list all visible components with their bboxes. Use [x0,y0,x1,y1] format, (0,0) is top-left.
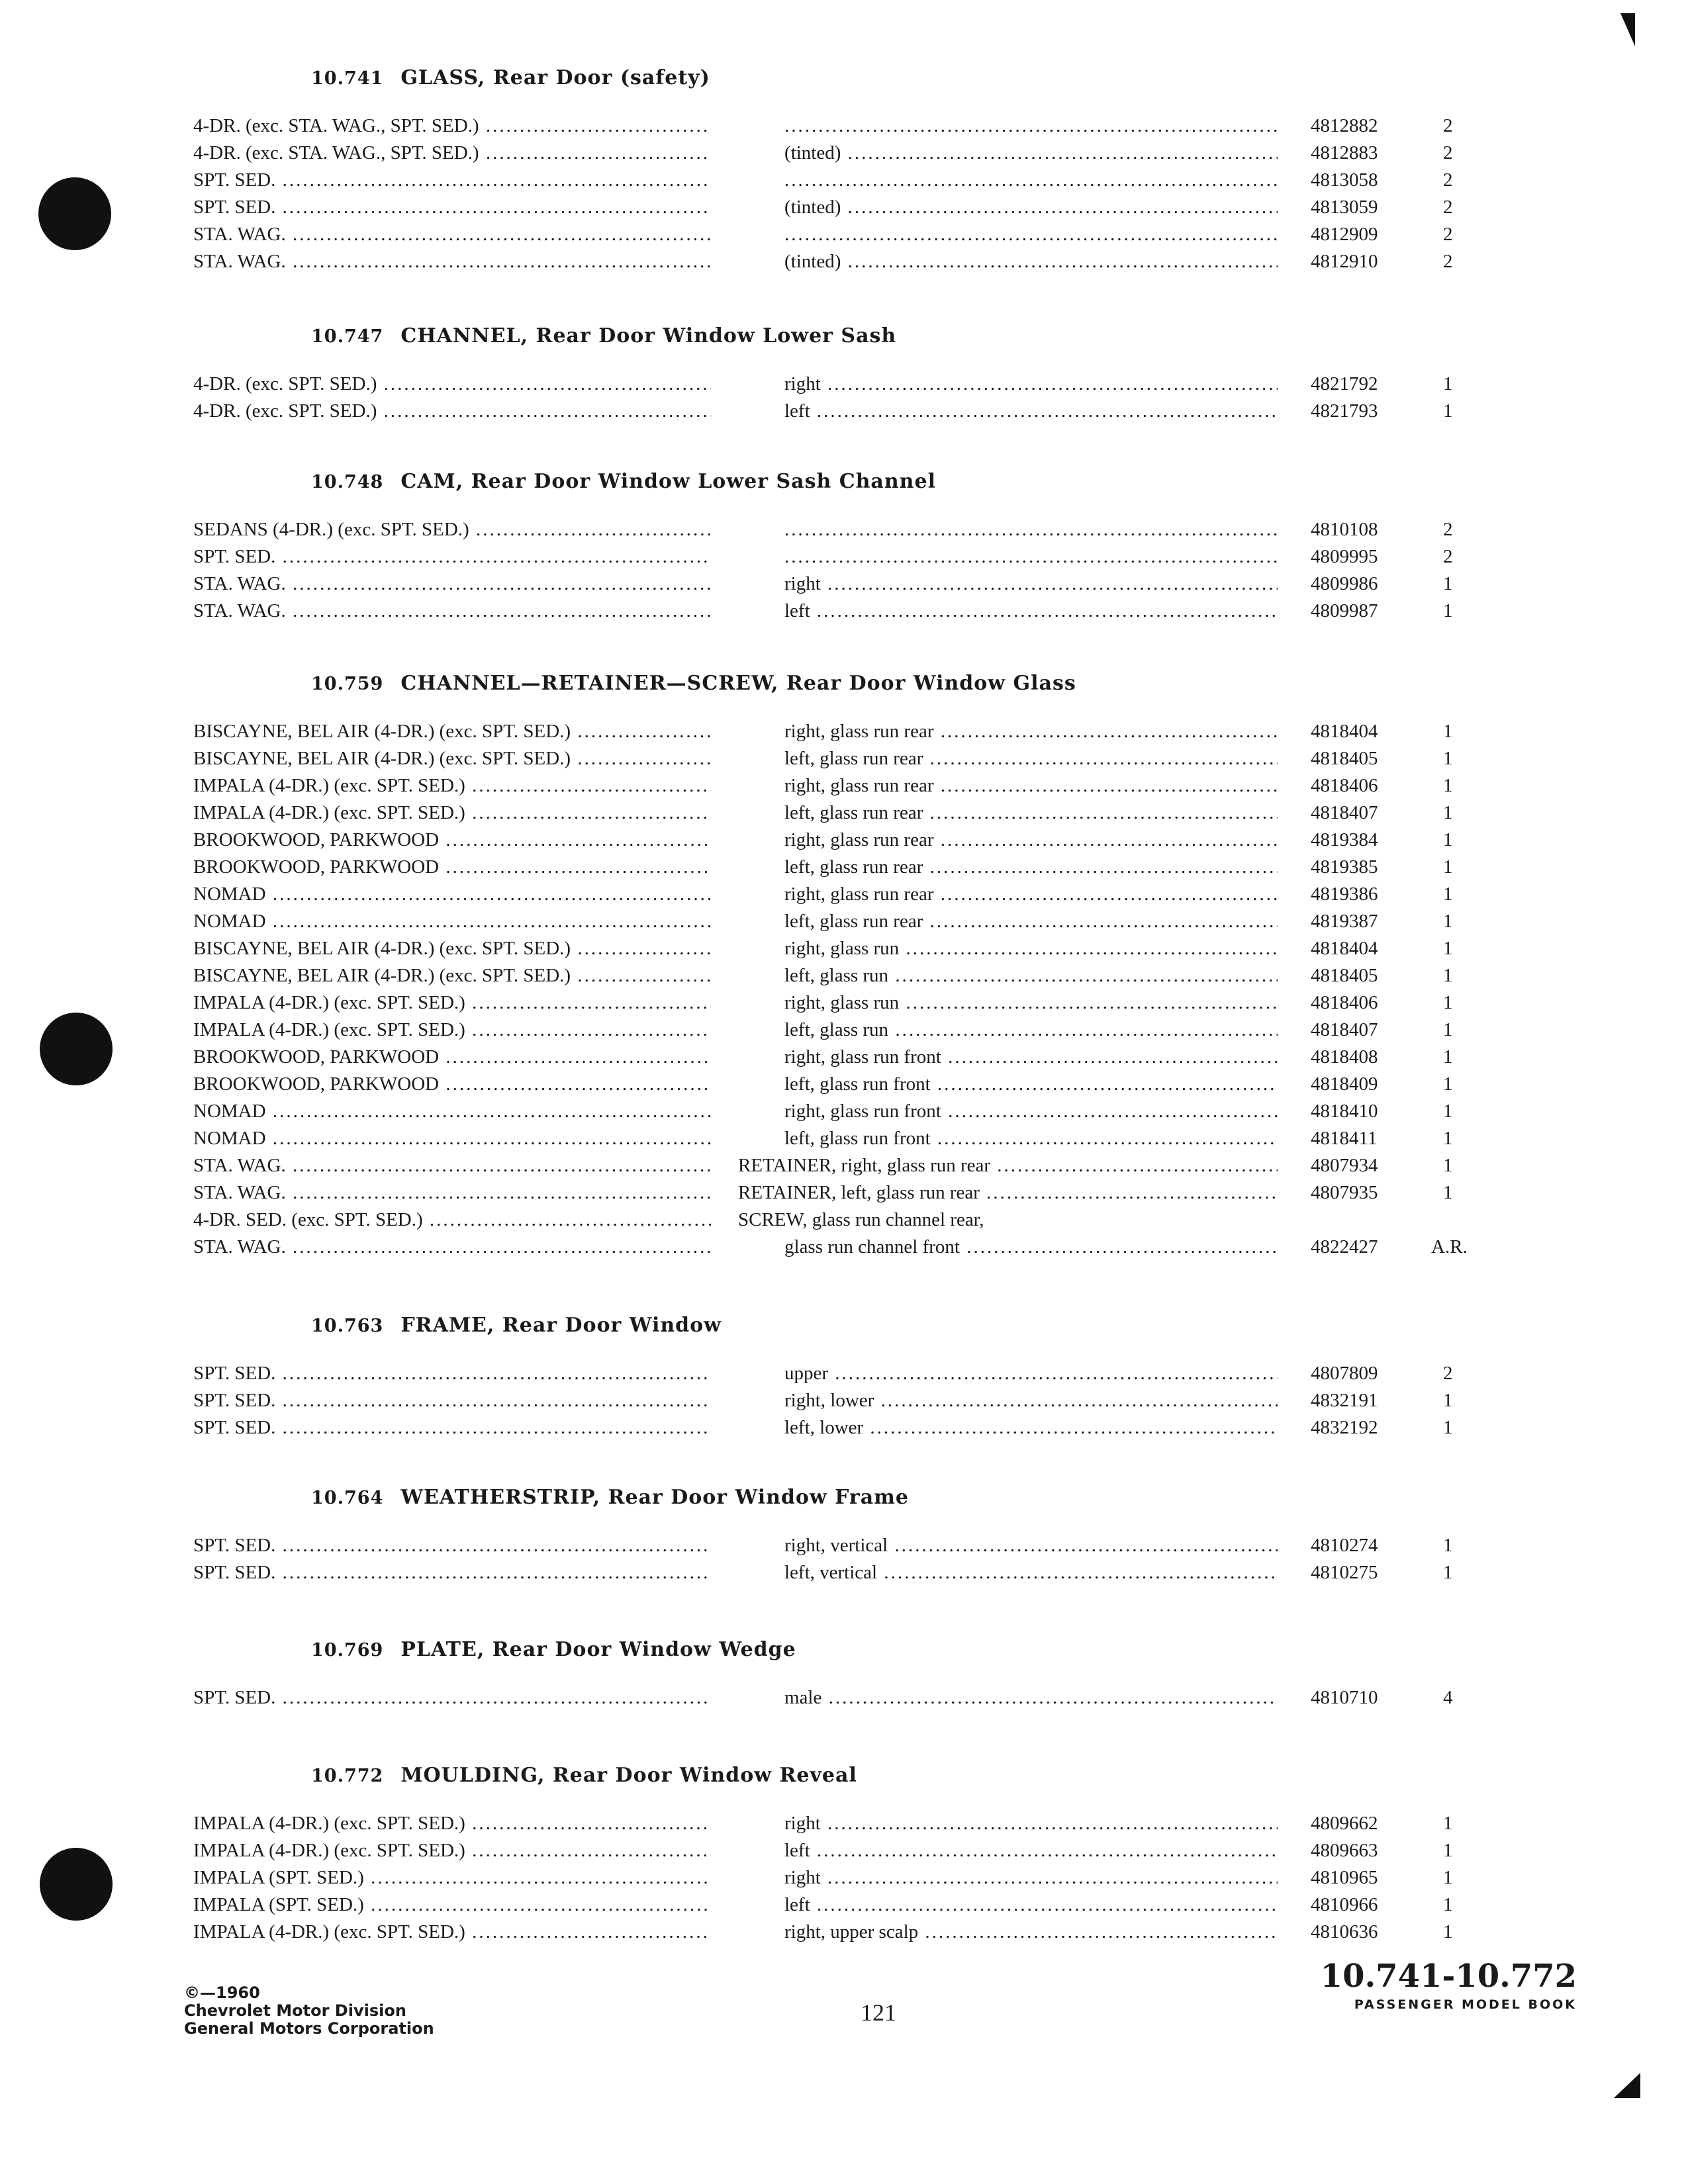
model-cell: SPT. SED. ..... [193,197,711,218]
description-cell: (tinted) ..... [784,197,1278,218]
quantity-cell: 1 [1443,1813,1453,1834]
part-number-cell: 4821792 [1311,373,1378,394]
quantity-cell: 1 [1443,1046,1453,1068]
description-cell: left, glass run rear ..... [784,911,1278,933]
part-number-cell: 4809986 [1311,573,1378,594]
section-number: 10.759 [311,674,384,694]
description-cell: right, glass run rear ..... [784,884,1278,905]
quantity-cell: 1 [1443,965,1453,986]
quantity-cell: 2 [1443,1363,1453,1384]
section-heading: CHANNEL, Rear Door Window Lower Sash [400,324,897,347]
part-number-cell: 4810636 [1311,1921,1378,1942]
section-heading: CAM, Rear Door Window Lower Sash Channel [400,470,936,493]
part-number-cell: 4813059 [1311,197,1378,218]
part-number-cell: 4819386 [1311,884,1378,905]
description-cell: right ..... [784,1867,1278,1889]
model-cell: STA. WAG. ..... [193,573,711,595]
section-heading: MOULDING, Rear Door Window Reveal [400,1764,857,1787]
quantity-cell: 1 [1443,829,1453,850]
section-number: 10.764 [311,1488,384,1508]
part-number-cell: 4810275 [1311,1562,1378,1583]
model-cell: NOMAD ..... [193,911,711,933]
description-cell: right, glass run rear ..... [784,775,1278,797]
description-cell: left, glass run ..... [784,965,1278,987]
model-cell: IMPALA (4-DR.) (exc. SPT. SED.) ..... [193,802,711,824]
model-cell: IMPALA (4-DR.) (exc. SPT. SED.) ..... [193,775,711,797]
part-number-cell: 4807809 [1311,1363,1378,1384]
description-cell: left, glass run front ..... [784,1073,1278,1095]
quantity-cell: 1 [1443,1921,1453,1942]
part-number-cell: 4818405 [1311,748,1378,769]
part-number-cell: 4832191 [1311,1390,1378,1411]
part-number-cell: 4818407 [1311,802,1378,823]
model-cell: BISCAYNE, BEL AIR (4-DR.) (exc. SPT. SED.) ..... [193,938,711,960]
model-cell: STA. WAG. ..... [193,1182,711,1204]
binder-hole-bottom [40,1848,113,1921]
binder-hole-top [38,177,111,250]
quantity-cell: 1 [1443,1562,1453,1583]
part-number-cell: 4832192 [1311,1417,1378,1438]
part-number-cell: 4809995 [1311,546,1378,567]
section-number: 10.747 [311,326,384,347]
quantity-cell: 1 [1443,373,1453,394]
description-cell: glass run channel front ..... [784,1236,1278,1258]
description-cell: RETAINER, left, glass run rear ..... [738,1182,1278,1204]
description-cell: right, glass run ..... [784,938,1278,960]
quantity-cell: 1 [1443,600,1453,621]
section-title [311,470,936,493]
description-cell [784,115,1278,137]
quantity-cell: 1 [1443,1182,1453,1203]
quantity-cell: 1 [1443,1128,1453,1149]
quantity-cell: 2 [1443,519,1453,540]
section-number: 10.763 [311,1316,384,1336]
part-number-cell: 4818410 [1311,1101,1378,1122]
footer-copyright: ©—1960 [184,1983,260,2002]
model-cell: NOMAD ..... [193,1128,711,1150]
model-cell: 4-DR. (exc. STA. WAG., SPT. SED.) ..... [193,115,711,137]
section-heading: WEATHERSTRIP, Rear Door Window Frame [400,1486,910,1509]
footer-range-block [1321,1958,1577,2012]
quantity-cell: 1 [1443,1073,1453,1095]
quantity-cell: 2 [1443,142,1453,163]
part-number-cell: 4810966 [1311,1894,1378,1915]
model-cell: SPT. SED. ..... [193,1562,711,1584]
description-cell: upper ..... [784,1363,1278,1385]
description-cell: left ..... [784,400,1278,422]
part-number-cell: 4809987 [1311,600,1378,621]
footer-corporation: General Motors Corporation [184,2019,434,2038]
footer-range: 10.741-10.772 [1320,1958,1577,1995]
quantity-cell: 1 [1443,1840,1453,1861]
quantity-cell: 1 [1443,1894,1453,1915]
description-cell: left, lower ..... [784,1417,1278,1439]
section-heading: FRAME, Rear Door Window [400,1314,722,1337]
description-cell: SCREW, glass run channel rear, [738,1209,984,1230]
part-number-cell: 4812910 [1311,251,1378,272]
model-cell: BISCAYNE, BEL AIR (4-DR.) (exc. SPT. SED.) ..... [193,721,711,743]
description-cell: left, glass run front ..... [784,1128,1278,1150]
model-cell: NOMAD ..... [193,1101,711,1122]
section-title [311,1486,909,1509]
model-cell: 4-DR. (exc. SPT. SED.) ..... [193,373,711,395]
part-number-cell: 4819385 [1311,856,1378,878]
quantity-cell: A.R. [1431,1236,1468,1257]
model-cell: IMPALA (SPT. SED.) ..... [193,1867,711,1889]
model-cell: IMPALA (4-DR.) (exc. SPT. SED.) ..... [193,992,711,1014]
description-cell: left ..... [784,600,1278,622]
part-number-cell: 4809662 [1311,1813,1378,1834]
section-number: 10.772 [311,1766,384,1786]
description-cell: (tinted) ..... [784,251,1278,273]
corner-mark-top-right [1620,13,1635,46]
section-title [311,1638,796,1661]
quantity-cell: 1 [1443,1101,1453,1122]
quantity-cell: 2 [1443,251,1453,272]
part-number-cell: 4807935 [1311,1182,1378,1203]
part-number-cell: 4818404 [1311,721,1378,742]
footer-division: Chevrolet Motor Division [184,2001,406,2020]
part-number-cell: 4818407 [1311,1019,1378,1040]
part-number-cell: 4819384 [1311,829,1378,850]
section-title [311,672,1076,695]
section-title [311,66,710,89]
section-number: 10.769 [311,1640,384,1661]
section-heading: PLATE, Rear Door Window Wedge [400,1638,796,1661]
model-cell: BISCAYNE, BEL AIR (4-DR.) (exc. SPT. SED.) ..... [193,965,711,987]
quantity-cell: 1 [1443,775,1453,796]
quantity-cell: 1 [1443,856,1453,878]
description-cell: (tinted) ..... [784,142,1278,164]
model-cell: BROOKWOOD, PARKWOOD ..... [193,1073,711,1095]
quantity-cell: 2 [1443,197,1453,218]
part-number-cell: 4818405 [1311,965,1378,986]
description-cell: left, glass run rear ..... [784,802,1278,824]
part-number-cell: 4810965 [1311,1867,1378,1888]
model-cell: STA. WAG. ..... [193,1236,711,1258]
model-cell: SPT. SED. ..... [193,1417,711,1439]
part-number-cell: 4819387 [1311,911,1378,932]
description-cell: right, glass run front ..... [784,1101,1278,1122]
section-number: 10.748 [311,472,384,492]
model-cell: BROOKWOOD, PARKWOOD ..... [193,829,711,851]
section-heading: CHANNEL—RETAINER—SCREW, Rear Door Window Glass [400,672,1076,695]
quantity-cell: 2 [1443,224,1453,245]
quantity-cell: 1 [1443,1867,1453,1888]
section-number: 10.741 [311,68,384,89]
section-title [311,1764,857,1787]
model-cell: STA. WAG. ..... [193,1155,711,1177]
model-cell: IMPALA (4-DR.) (exc. SPT. SED.) ..... [193,1840,711,1862]
part-number-cell: 4810710 [1311,1687,1378,1708]
part-number-cell: 4810108 [1311,519,1378,540]
model-cell: 4-DR. SED. (exc. SPT. SED.) ..... [193,1209,711,1231]
description-cell [784,546,1278,568]
quantity-cell: 1 [1443,1417,1453,1438]
model-cell: STA. WAG. ..... [193,251,711,273]
model-cell: NOMAD ..... [193,884,711,905]
part-number-cell: 4812883 [1311,142,1378,163]
model-cell: BISCAYNE, BEL AIR (4-DR.) (exc. SPT. SED.) ..... [193,748,711,770]
model-cell: SPT. SED. ..... [193,169,711,191]
model-cell: SPT. SED. ..... [193,1363,711,1385]
part-number-cell: 4818411 [1311,1128,1378,1149]
quantity-cell: 2 [1443,546,1453,567]
model-cell: STA. WAG. ..... [193,600,711,622]
model-cell: 4-DR. (exc. STA. WAG., SPT. SED.) ..... [193,142,711,164]
section-heading: GLASS, Rear Door (safety) [400,66,710,89]
model-cell: 4-DR. (exc. SPT. SED.) ..... [193,400,711,422]
quantity-cell: 1 [1443,992,1453,1013]
quantity-cell: 1 [1443,1155,1453,1176]
description-cell: right, vertical ..... [784,1535,1278,1557]
footer-publisher [184,1984,434,2038]
description-cell: right, glass run front ..... [784,1046,1278,1068]
description-cell [784,169,1278,191]
page-number: 121 [861,1999,896,2026]
description-cell: right, glass run rear ..... [784,829,1278,851]
description-cell: left ..... [784,1840,1278,1862]
quantity-cell: 1 [1443,1019,1453,1040]
section-title [311,1314,722,1337]
quantity-cell: 1 [1443,1535,1453,1556]
model-cell: SEDANS (4-DR.) (exc. SPT. SED.) ..... [193,519,711,541]
footer-book-title: PASSENGER MODEL BOOK [1354,1997,1577,2012]
model-cell: BROOKWOOD, PARKWOOD ..... [193,856,711,878]
model-cell: IMPALA (4-DR.) (exc. SPT. SED.) ..... [193,1019,711,1041]
description-cell: right, glass run rear ..... [784,721,1278,743]
description-cell [784,519,1278,541]
description-cell: right ..... [784,373,1278,395]
part-number-cell: 4822427 [1311,1236,1378,1257]
description-cell: right ..... [784,1813,1278,1835]
model-cell: IMPALA (4-DR.) (exc. SPT. SED.) ..... [193,1921,711,1943]
model-cell: SPT. SED. ..... [193,546,711,568]
model-cell: SPT. SED. ..... [193,1390,711,1412]
description-cell: left, glass run ..... [784,1019,1278,1041]
quantity-cell: 1 [1443,573,1453,594]
quantity-cell: 1 [1443,1390,1453,1411]
description-cell: right, upper scalp ..... [784,1921,1278,1943]
description-cell: right ..... [784,573,1278,595]
quantity-cell: 4 [1443,1687,1453,1708]
description-cell: left, glass run rear ..... [784,856,1278,878]
model-cell: SPT. SED. ..... [193,1687,711,1709]
quantity-cell: 1 [1443,938,1453,959]
part-number-cell: 4810274 [1311,1535,1378,1556]
part-number-cell: 4818409 [1311,1073,1378,1095]
quantity-cell: 1 [1443,400,1453,422]
quantity-cell: 1 [1443,748,1453,769]
quantity-cell: 1 [1443,884,1453,905]
description-cell: RETAINER, right, glass run rear ..... [738,1155,1278,1177]
section-title [311,324,896,347]
description-cell: male ..... [784,1687,1278,1709]
part-number-cell: 4809663 [1311,1840,1378,1861]
model-cell: STA. WAG. ..... [193,224,711,246]
quantity-cell: 1 [1443,802,1453,823]
part-number-cell: 4818406 [1311,775,1378,796]
part-number-cell: 4821793 [1311,400,1378,422]
part-number-cell: 4818404 [1311,938,1378,959]
description-cell: left ..... [784,1894,1278,1916]
part-number-cell: 4818408 [1311,1046,1378,1068]
part-number-cell: 4807934 [1311,1155,1378,1176]
description-cell: right, glass run ..... [784,992,1278,1014]
model-cell: IMPALA (4-DR.) (exc. SPT. SED.) ..... [193,1813,711,1835]
part-number-cell: 4812882 [1311,115,1378,136]
part-number-cell: 4813058 [1311,169,1378,191]
part-number-cell: 4818406 [1311,992,1378,1013]
model-cell: SPT. SED. ..... [193,1535,711,1557]
binder-hole-middle [40,1013,113,1085]
description-cell [784,224,1278,246]
part-number-cell: 4812909 [1311,224,1378,245]
model-cell: IMPALA (SPT. SED.) ..... [193,1894,711,1916]
description-cell: left, vertical ..... [784,1562,1278,1584]
corner-mark-bottom-right [1614,2073,1640,2098]
quantity-cell: 2 [1443,169,1453,191]
quantity-cell: 1 [1443,721,1453,742]
description-cell: left, glass run rear ..... [784,748,1278,770]
model-cell: BROOKWOOD, PARKWOOD ..... [193,1046,711,1068]
quantity-cell: 1 [1443,911,1453,932]
quantity-cell: 2 [1443,115,1453,136]
description-cell: right, lower ..... [784,1390,1278,1412]
